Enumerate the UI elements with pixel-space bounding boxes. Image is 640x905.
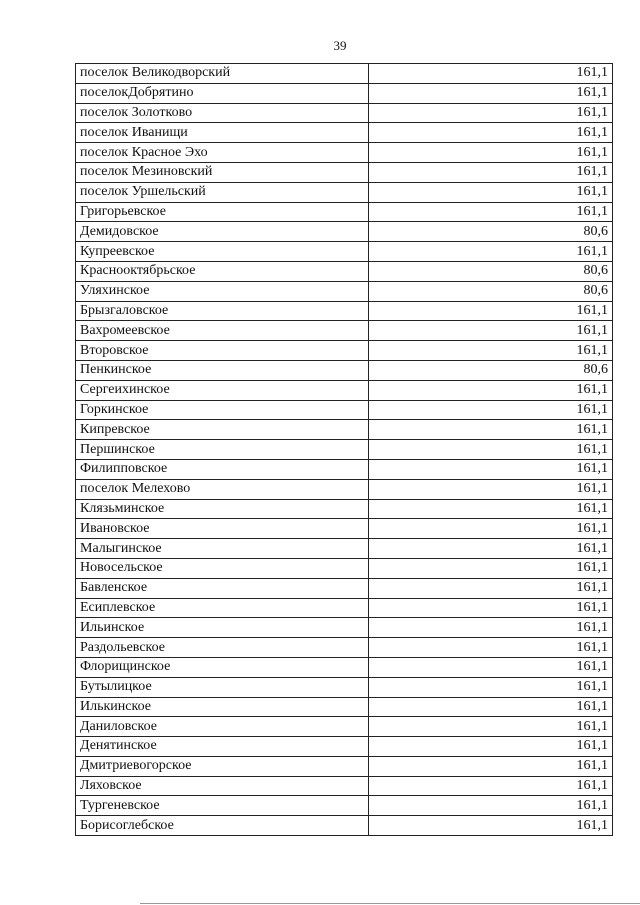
table-row [76,756,613,776]
row-value-cell: 161,1 [369,638,613,658]
row-value-cell: 161,1 [369,103,613,123]
row-value-cell: 161,1 [369,499,613,519]
table-row [76,598,613,618]
table-row [76,103,613,123]
row-name-cell: Вахромеевское [76,321,369,341]
row-value-cell: 161,1 [369,162,613,182]
row-name-cell: Брызгаловское [76,301,369,321]
row-value-cell: 161,1 [369,598,613,618]
row-value-cell: 161,1 [369,737,613,757]
row-value-cell: 161,1 [369,321,613,341]
row-value-cell: 161,1 [369,558,613,578]
row-value-cell: 161,1 [369,697,613,717]
row-value-cell: 80,6 [369,281,613,301]
table-row [76,776,613,796]
table-row [76,360,613,380]
table-row [76,558,613,578]
table-row [76,301,613,321]
row-value-cell: 161,1 [369,776,613,796]
row-name-cell: Сергеихинское [76,380,369,400]
row-name-cell: Горкинское [76,400,369,420]
row-name-cell: Денятинское [76,737,369,757]
row-name-cell: поселок Иванищи [76,123,369,143]
row-value-cell: 161,1 [369,657,613,677]
table-row [76,677,613,697]
row-name-cell: поселокДобрятино [76,83,369,103]
table-row [76,717,613,737]
table-row [76,281,613,301]
table-row [76,440,613,460]
row-value-cell: 161,1 [369,539,613,559]
row-value-cell: 161,1 [369,440,613,460]
table-row [76,459,613,479]
table-row [76,321,613,341]
row-name-cell: Пенкинское [76,360,369,380]
row-name-cell: Даниловское [76,717,369,737]
row-name-cell: Уляхинское [76,281,369,301]
row-value-cell: 161,1 [369,717,613,737]
row-value-cell: 161,1 [369,182,613,202]
row-name-cell: Борисоглебское [76,816,369,836]
table-row [76,400,613,420]
table-row [76,341,613,361]
row-name-cell: Малыгинское [76,539,369,559]
row-value-cell: 161,1 [369,618,613,638]
row-value-cell: 161,1 [369,756,613,776]
table-row [76,182,613,202]
table-row [76,638,613,658]
row-name-cell: Новосельское [76,558,369,578]
table-row [76,816,613,836]
row-name-cell: Илькинское [76,697,369,717]
row-name-cell: Второвское [76,341,369,361]
row-name-cell: поселок Великодворский [76,64,369,84]
row-value-cell: 161,1 [369,519,613,539]
row-value-cell: 161,1 [369,123,613,143]
row-name-cell: Ляховское [76,776,369,796]
page-number: 39 [333,38,347,53]
row-value-cell: 161,1 [369,301,613,321]
table-row [76,261,613,281]
row-value-cell: 161,1 [369,400,613,420]
table-row [76,618,613,638]
row-value-cell: 161,1 [369,578,613,598]
row-value-cell: 80,6 [369,261,613,281]
table-row [76,578,613,598]
table-row [76,479,613,499]
row-name-cell: Раздольевское [76,638,369,658]
row-name-cell: Флорищинское [76,657,369,677]
row-value-cell: 161,1 [369,677,613,697]
row-name-cell: Краснооктябрьское [76,261,369,281]
row-name-cell: поселок Красное Эхо [76,143,369,163]
table-row [76,697,613,717]
table-row [76,202,613,222]
row-value-cell: 161,1 [369,796,613,816]
row-name-cell: поселок Уршельский [76,182,369,202]
table-row [76,539,613,559]
row-value-cell: 161,1 [369,242,613,262]
row-value-cell: 161,1 [369,479,613,499]
row-value-cell: 161,1 [369,64,613,84]
row-value-cell: 161,1 [369,143,613,163]
table-row [76,162,613,182]
table-row [76,242,613,262]
row-name-cell: поселок Мезиновский [76,162,369,182]
table-row [76,83,613,103]
table-row [76,796,613,816]
table-row [76,123,613,143]
row-name-cell: Бавленское [76,578,369,598]
row-value-cell: 161,1 [369,83,613,103]
row-name-cell: Клязьминское [76,499,369,519]
row-name-cell: Першинское [76,440,369,460]
row-name-cell: Ивановское [76,519,369,539]
row-value-cell: 161,1 [369,459,613,479]
table-row [76,222,613,242]
table-row [76,737,613,757]
row-name-cell: Ильинское [76,618,369,638]
row-value-cell: 161,1 [369,816,613,836]
bottom-rule [140,903,640,904]
row-value-cell: 161,1 [369,202,613,222]
row-value-cell: 80,6 [369,360,613,380]
row-name-cell: Григорьевское [76,202,369,222]
row-name-cell: Кипревское [76,420,369,440]
row-name-cell: Тургеневское [76,796,369,816]
table-row [76,657,613,677]
table-row [76,499,613,519]
row-value-cell: 161,1 [369,341,613,361]
row-name-cell: Филипповское [76,459,369,479]
row-name-cell: Есиплевское [76,598,369,618]
table-row [76,64,613,84]
row-name-cell: поселок Золотково [76,103,369,123]
table-row [76,143,613,163]
row-name-cell: поселок Мелехово [76,479,369,499]
row-name-cell: Дмитриевогорское [76,756,369,776]
table-row [76,380,613,400]
data-table [75,63,613,836]
row-name-cell: Купреевское [76,242,369,262]
row-value-cell: 161,1 [369,420,613,440]
table-row [76,420,613,440]
row-name-cell: Демидовское [76,222,369,242]
row-name-cell: Бутылицкое [76,677,369,697]
row-value-cell: 80,6 [369,222,613,242]
row-value-cell: 161,1 [369,380,613,400]
table-body [76,64,613,836]
table-row [76,519,613,539]
